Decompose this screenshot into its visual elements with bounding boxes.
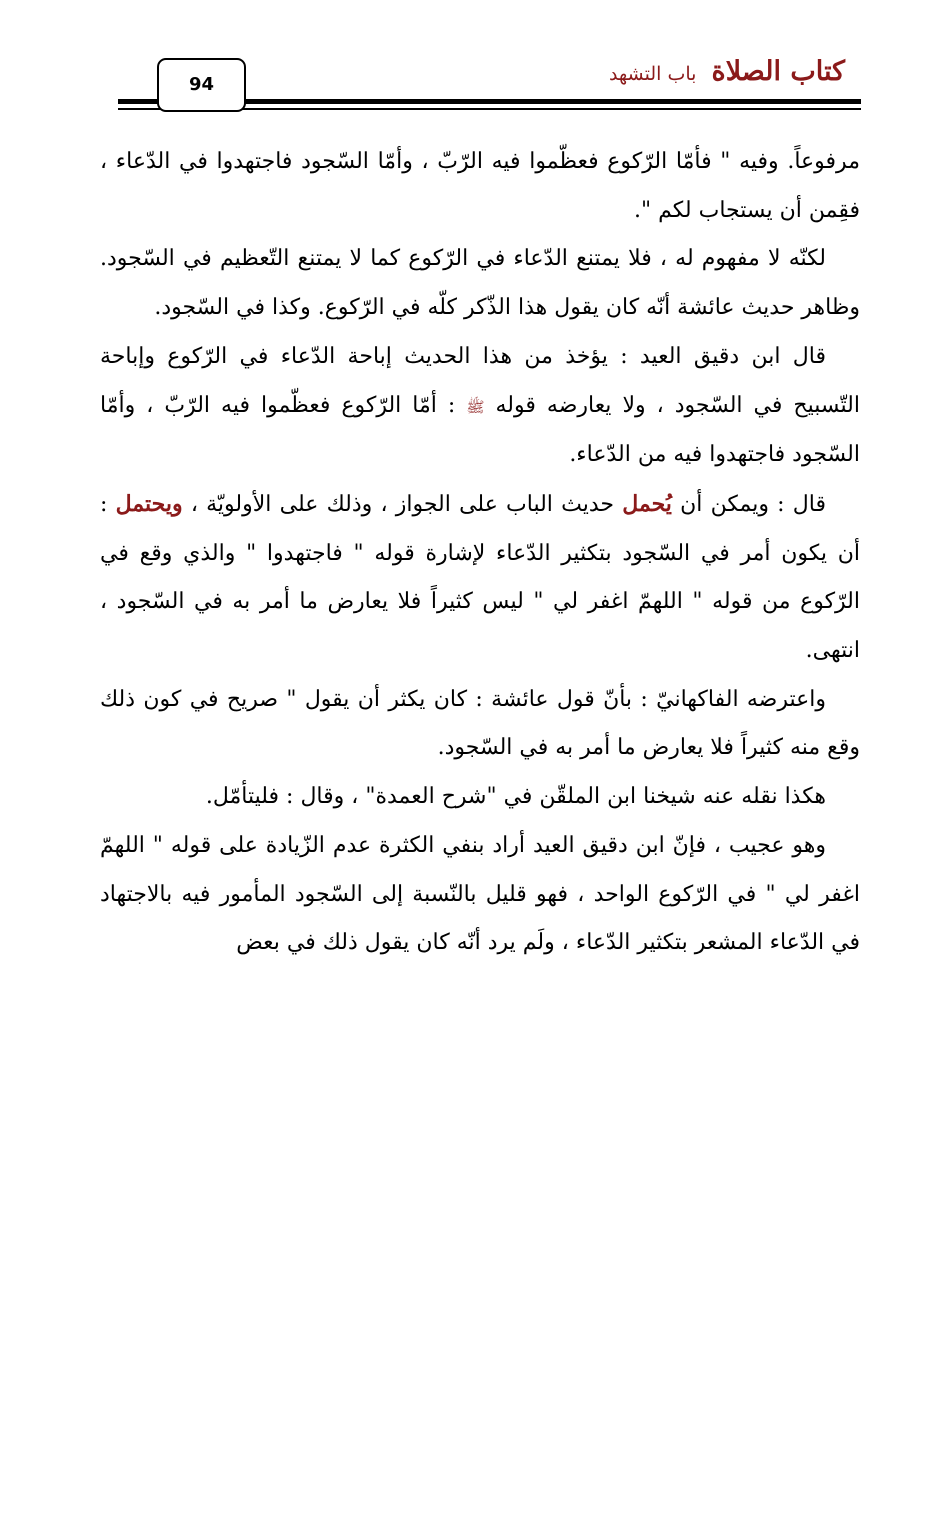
paragraph-3 [100,333,860,480]
paragraph-4 [100,480,860,676]
running-title [609,56,845,87]
paragraph-text: : أمّا الرّكوع فعظّموا فيه الرّبّ ، وأمّا السّجود فاجتهدوا فيه من الدّعاء. [100,392,860,468]
paragraph-6 [100,773,860,822]
paragraph-text: مرفوعاً. وفيه " فأمّا الرّكوع فعظّموا فيه الرّبّ ، وأمّا السّجود فاجتهدوا في الدّعاء ، فقِمن أن يستجاب لكم ". [100,149,860,223]
paragraph-text: وهو عجيب ، فإنّ ابن دقيق العيد أراد بنفي الكثرة عدم الزّيادة على قوله " اللهمّ اغفر لي " في الرّكوع الواحد ، فهو قليل بالنّسبة إلى السّجود المأمور فيه بالاجتهاد في الدّعاء المشعر بتكثير الدّعاء ، ولَم يرد أنّه كان يقول ذلك في بعض [100,832,860,956]
paragraph-1 [100,138,860,235]
paragraph-text: واعترضه الفاكهانيّ : بأنّ قول عائشة : كان يكثر أن يقول " صريح في كون ذلك وقع منه كثيراً فلا يعارض ما أمر به في السّجود. [100,686,860,761]
honorific-glyph: ﷺ [466,397,485,416]
highlighted-term: ويحتمل [115,490,183,517]
paragraph-5 [100,676,860,773]
paragraph-7 [100,822,860,968]
page-body [100,138,860,968]
paragraph-text: لكنّه لا مفهوم له ، فلا يمتنع الدّعاء في الرّكوع كما لا يمتنع التّعظيم في السّجود. وظاهر حديث عائشة أنّه كان يقول هذا الذّكر كلّه في الرّكوع. وكذا في السّجود. [100,246,860,321]
paragraph-text: : أن يكون أمر في السّجود بتكثير الدّعاء لإشارة قوله " فاجتهدوا " والذي وقع في الرّكوع من قوله " اللهمّ اغفر لي " ليس كثيراً فلا يعارض ما أمر به في السّجود ، انتهى. [100,491,860,664]
page-header [0,0,945,120]
paragraph-text: حديث الباب على الجواز ، وذلك على الأولويّة ، [190,491,614,517]
paragraph-text: هكذا نقله عنه شيخنا ابن الملقّن في "شرح العمدة" ، وقال : فليتأمّل. [205,784,826,810]
paragraph-2 [100,235,860,332]
paragraph-text: قال : ويمكن أن [680,491,827,517]
page-number: 94 [157,58,246,112]
book-title: كتاب الصلاة [711,56,845,87]
highlighted-term: يُحمل [622,490,672,517]
chapter-title: باب التشهد [608,63,697,85]
paragraph-text: قال ابن دقيق العيد : يؤخذ من هذا الحديث إباحة الدّعاء في الرّكوع وإباحة التّسبيح في السّجود ، ولا يعارضه قوله [100,343,860,418]
